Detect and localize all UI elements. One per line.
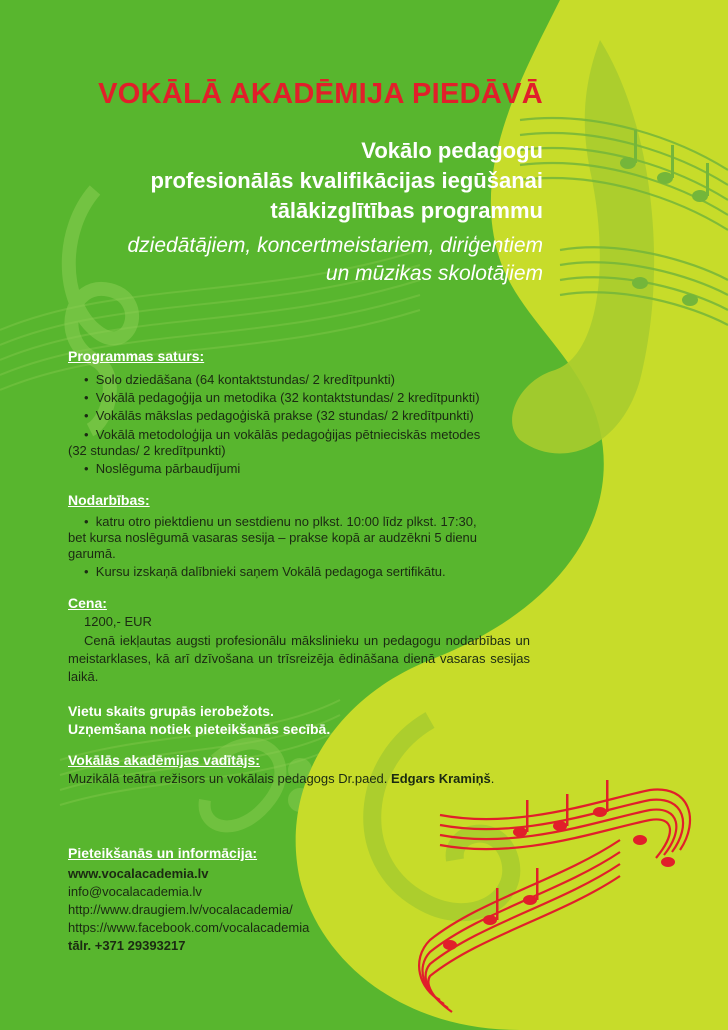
programme-item-1: Solo dziedāšana (64 kontaktstundas/ 2 kredītpunkti) [95, 372, 395, 387]
programme-title-line-3: tālākizglītības programmu [270, 198, 543, 223]
activities-item-1-line-1: katru otro piektdienu un sestdienu no plkst. 10:00 līdz plkst. 17:30, [95, 514, 477, 529]
price-description: Cenā iekļautas augsti profesionālu mākslinieku un pedagogu nodarbības un meistarklases, kā arī dzīvošana un trīsreizēja ēdināšana dienā vasaras sesijas laikā. [68, 633, 530, 684]
draugiem-link[interactable]: http://www.draugiem.lv/vocalacademia/ [68, 902, 293, 917]
activities-item-1-line-2: bet kursa noslēgumā vasaras sesija – prakse kopā ar audzēkni 5 dienu [68, 530, 478, 545]
list-item: • Vokālā metodoloģija un vokālās pedagoģijas pētnieciskās metodes [84, 427, 481, 442]
programme-title-line-2: profesionālās kvalifikācijas iegūšanai [150, 168, 543, 193]
list-item: • Noslēguma pārbaudījumi [84, 461, 241, 476]
list-item: • katru otro piektdienu un sestdienu no plkst. 10:00 līdz plkst. 17:30, [84, 514, 477, 529]
activities-item-1-line-3: garumā. [68, 546, 116, 561]
director-suffix: . [490, 771, 495, 786]
audience-line-2: un mūzikas skolotājiem [325, 262, 543, 285]
list-item: • Kursu izskaņā dalībnieki saņem Vokālā pedagoga sertifikātu. [84, 564, 446, 579]
programme-item-4: Vokālā metodoloģija un vokālās pedagoģijas pētnieciskās metodes [95, 427, 481, 442]
main-title: VOKĀLĀ AKADĒMIJA PIEDĀVĀ [98, 78, 543, 110]
programme-item-4-continuation: (32 stundas/ 2 kredītpunkti) [68, 443, 226, 458]
programme-item-2: Vokālā pedagoģija un metodika (32 kontaktstundas/ 2 kredītpunkti) [95, 390, 480, 405]
programme-item-3: Vokālās mākslas pedagoģiskā prakse (32 stundas/ 2 kredītpunkti) [95, 408, 474, 423]
programme-item-5: Noslēguma pārbaudījumi [95, 461, 241, 476]
admission-order-notice: Uzņemšana notiek pieteikšanās secībā. [68, 721, 331, 737]
programme-title-line-1: Vokālo pedagogu [361, 138, 543, 163]
contacts-heading: Pieteikšanās un informācija: [68, 845, 258, 861]
phone-number: tālr. +371 29393217 [68, 938, 186, 953]
audience-line-1: dziedātājiem, koncertmeistariem, diriģentiem [127, 234, 543, 257]
programme-heading: Programmas saturs: [68, 348, 205, 364]
director-heading: Vokālās akadēmijas vadītājs: [68, 752, 260, 768]
activities-heading: Nodarbības: [68, 492, 150, 508]
director-name: Edgars Kramiņš [391, 771, 491, 786]
list-item: • Solo dziedāšana (64 kontaktstundas/ 2 kredītpunkti) [84, 372, 395, 387]
price-amount: 1200,- EUR [84, 614, 152, 629]
facebook-link[interactable]: https://www.facebook.com/vocalacademia [68, 920, 310, 935]
email-link[interactable]: info@vocalacademia.lv [68, 884, 202, 899]
limited-places-notice: Vietu skaits grupās ierobežots. [68, 703, 274, 719]
director-text: Muzikālā teātra režisors un vokālais pedagogs Dr.paed. [68, 771, 388, 786]
director-line [68, 771, 494, 786]
list-item: • Vokālās mākslas pedagoģiskā prakse (32 stundas/ 2 kredītpunkti) [84, 408, 474, 423]
list-item: • Vokālā pedagoģija un metodika (32 kontaktstundas/ 2 kredītpunkti) [84, 390, 480, 405]
price-heading: Cena: [68, 595, 107, 611]
website-link[interactable]: www.vocalacademia.lv [68, 866, 209, 881]
activities-item-2: Kursu izskaņā dalībnieki saņem Vokālā pedagoga sertifikātu. [95, 564, 446, 579]
